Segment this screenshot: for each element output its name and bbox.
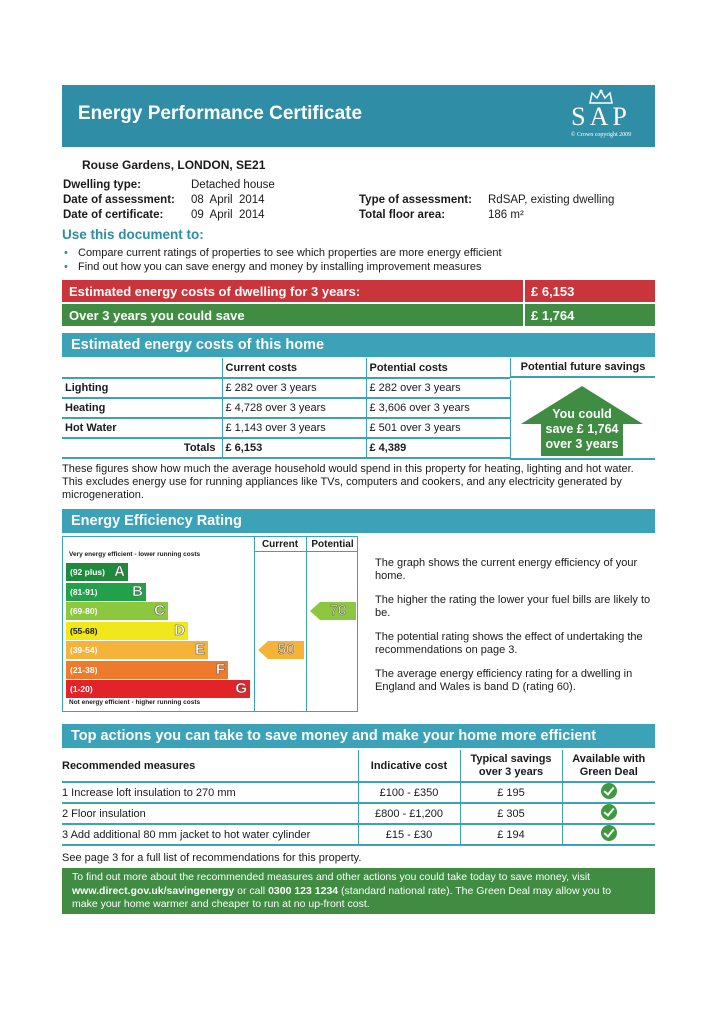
chart-top-label: Very energy efficient - lower running costs — [69, 551, 201, 558]
current-rating-value: 50 — [277, 641, 295, 658]
rating-band-letter: A — [114, 563, 125, 580]
table-row — [62, 418, 510, 438]
list-item: • Find out how you can save energy and money by installing improvement measures — [64, 260, 502, 274]
see-page-note: See page 3 for a full list of recommendations for this property. — [62, 852, 362, 864]
recommendations-table — [62, 750, 655, 846]
rating-band-c — [66, 602, 168, 620]
measure-saving: £ 195 — [460, 782, 562, 803]
cost-row-current: £ 1,143 over 3 years — [222, 418, 366, 438]
rating-band-letter: E — [194, 641, 205, 658]
certificate-date-value: 09 April 2014 — [191, 209, 265, 221]
rating-band-d — [66, 622, 188, 640]
potential-rating-value: 70 — [329, 602, 347, 619]
savings-band — [62, 304, 523, 326]
floor-area-value: 186 m² — [488, 209, 524, 221]
current-costs-header: Current costs — [222, 358, 366, 378]
check-icon — [601, 804, 617, 820]
assessment-date-label: Date of assessment: — [63, 194, 175, 206]
rating-band-range: (92 plus) — [70, 567, 105, 577]
rating-band-range: (55-68) — [70, 625, 98, 636]
cost-row-name: Lighting — [62, 378, 222, 398]
costs-table — [62, 358, 510, 459]
list-item: • Compare current ratings of properties to see which properties are more energy efficient — [64, 246, 502, 260]
rating-band-letter: C — [154, 602, 165, 619]
rating-band-letter: D — [174, 621, 185, 639]
property-address: Rouse Gardens, LONDON, SE21 — [82, 158, 266, 172]
cost-row-name: Hot Water — [62, 418, 222, 438]
sap-copyright: © Crown copyright 2009 — [570, 132, 632, 138]
rating-band-range: (21-38) — [70, 664, 98, 675]
totals-label: Totals — [62, 438, 222, 458]
future-savings-cell — [510, 380, 655, 460]
cost-header: Indicative cost — [358, 750, 460, 782]
chart-divider — [254, 537, 255, 711]
measure-cost: £15 - £30 — [358, 824, 460, 845]
efficiency-section-title: Energy Efficiency Rating — [62, 509, 655, 533]
savings-label: Over 3 years you could save — [69, 308, 245, 323]
chart-divider — [306, 537, 307, 711]
table-header-row — [62, 358, 510, 378]
actions-section-title: Top actions you can take to save money and make your home more efficient — [62, 724, 655, 748]
efficiency-description: The average energy efficiency rating for a dwelling in England and Wales is band D (rating 60). — [375, 668, 633, 693]
measure-saving: £ 194 — [460, 824, 562, 845]
cost-row-current: £ 4,728 over 3 years — [222, 398, 366, 418]
use-document-list — [64, 246, 502, 274]
savings-value-box — [525, 304, 655, 326]
savings-line-3: over 3 years — [545, 437, 619, 451]
totals-row — [62, 438, 510, 458]
measure-cost: £100 - £350 — [358, 782, 460, 803]
assessment-date-value: 08 April 2014 — [191, 194, 265, 206]
rating-band-g — [66, 680, 250, 698]
efficiency-description: The potential rating shows the effect of undertaking the recommendations on page 3. — [375, 631, 643, 656]
sap-logo-text: SAP — [571, 102, 631, 131]
costs-section-title: Estimated energy costs of this home — [62, 333, 655, 357]
estimated-cost-value: £ 6,153 — [531, 284, 575, 299]
cost-row-current: £ 282 over 3 years — [222, 378, 366, 398]
chart-bottom-label: Not energy efficient - higher running costs — [69, 699, 201, 706]
efficiency-descriptions — [375, 557, 660, 694]
table-row — [62, 803, 655, 824]
footer-info-box — [62, 868, 655, 914]
estimated-cost-value-box — [525, 280, 655, 302]
phone-number: 0300 123 1234 — [268, 884, 339, 897]
rating-band-range: (69-80) — [70, 606, 98, 616]
measure-name: 3 Add additional 80 mm jacket to hot water cylinder — [62, 824, 358, 845]
cost-row-potential: £ 501 over 3 years — [366, 418, 510, 438]
future-savings-header: Potential future savings — [510, 358, 655, 378]
savings-value: £ 1,764 — [531, 308, 575, 323]
measure-saving: £ 305 — [460, 803, 562, 824]
table-row — [62, 378, 510, 398]
green-deal-cell — [562, 824, 655, 845]
certificate-date-label: Date of certificate: — [63, 209, 164, 221]
rating-band-e — [66, 641, 208, 659]
footer-mid-text: or call — [234, 884, 269, 897]
potential-column-header: Potential — [311, 539, 354, 550]
footer-line-3: make your home warmer and cheaper to run at no up-front cost. — [72, 898, 370, 910]
savings-header: Typical savings over 3 years — [460, 750, 562, 782]
rating-band-letter: F — [215, 660, 225, 678]
chart-divider — [254, 551, 358, 552]
assessment-type-value: RdSAP, existing dwelling — [488, 194, 615, 206]
page-title: Energy Performance Certificate — [78, 103, 363, 124]
use-document-title: Use this document to: — [62, 227, 204, 242]
rating-band-f — [66, 661, 228, 679]
rating-band-range: (81-91) — [70, 586, 98, 597]
dwelling-type-value: Detached house — [191, 179, 275, 191]
efficiency-description: The higher the rating the lower your fuel bills are likely to be. — [375, 594, 651, 619]
check-icon — [601, 783, 617, 799]
savings-line-2: save £ 1,764 — [545, 422, 619, 436]
rating-band-letter: B — [132, 582, 143, 600]
table-header-row — [62, 750, 655, 782]
potential-costs-header: Potential costs — [366, 358, 510, 378]
current-column-header: Current — [261, 539, 299, 550]
footer-rest-text: (standard national rate). The Green Deal may allow you to — [338, 884, 612, 897]
costs-note: These figures show how much the average household would spend in this property for heating, lighting and hot water. This excludes energy use for running appliances like TVs, computers and cookers, and any electricity generated by microgeneration. — [62, 463, 634, 501]
total-potential: £ 4,389 — [366, 438, 510, 458]
estimated-cost-band — [62, 280, 523, 302]
savings-energy-link[interactable]: www.direct.gov.uk/savingenergy — [72, 884, 235, 897]
savings-arrow-text — [519, 407, 645, 452]
estimated-cost-label: Estimated energy costs of dwelling for 3 years: — [69, 284, 361, 299]
assessment-type-label: Type of assessment: — [359, 194, 472, 206]
dwelling-type-label: Dwelling type: — [63, 179, 141, 191]
rating-band-range: (1-20) — [70, 684, 93, 694]
table-row — [62, 824, 655, 845]
table-row — [62, 782, 655, 803]
rating-band-range: (39-54) — [70, 645, 98, 655]
green-deal-cell — [562, 803, 655, 824]
measures-header: Recommended measures — [62, 750, 358, 782]
cost-row-potential: £ 282 over 3 years — [366, 378, 510, 398]
floor-area-label: Total floor area: — [359, 209, 446, 221]
cost-row-potential: £ 3,606 over 3 years — [366, 398, 510, 418]
table-row — [62, 398, 510, 418]
green-deal-cell — [562, 782, 655, 803]
measure-name: 2 Floor insulation — [62, 803, 358, 824]
footer-line-1: To find out more about the recommended measures and other actions you could take today to save money, visit — [72, 871, 591, 883]
measure-name: 1 Increase loft insulation to 270 mm — [62, 782, 358, 803]
savings-line-1: You could — [552, 407, 612, 421]
footer-line-2 — [72, 885, 645, 899]
green-deal-header: Available with Green Deal — [562, 750, 655, 782]
measure-cost: £800 - £1,200 — [358, 803, 460, 824]
efficiency-description: The graph shows the current energy efficiency of your home. — [375, 557, 638, 582]
rating-band-letter: G — [235, 680, 247, 697]
total-current: £ 6,153 — [222, 438, 366, 458]
check-icon — [601, 825, 617, 841]
cost-row-name: Heating — [62, 398, 222, 418]
sap-logo — [561, 89, 641, 143]
rating-band-b — [66, 583, 146, 601]
certificate-header — [62, 85, 655, 147]
efficiency-rating-chart — [62, 536, 358, 712]
rating-band-a — [66, 563, 128, 581]
